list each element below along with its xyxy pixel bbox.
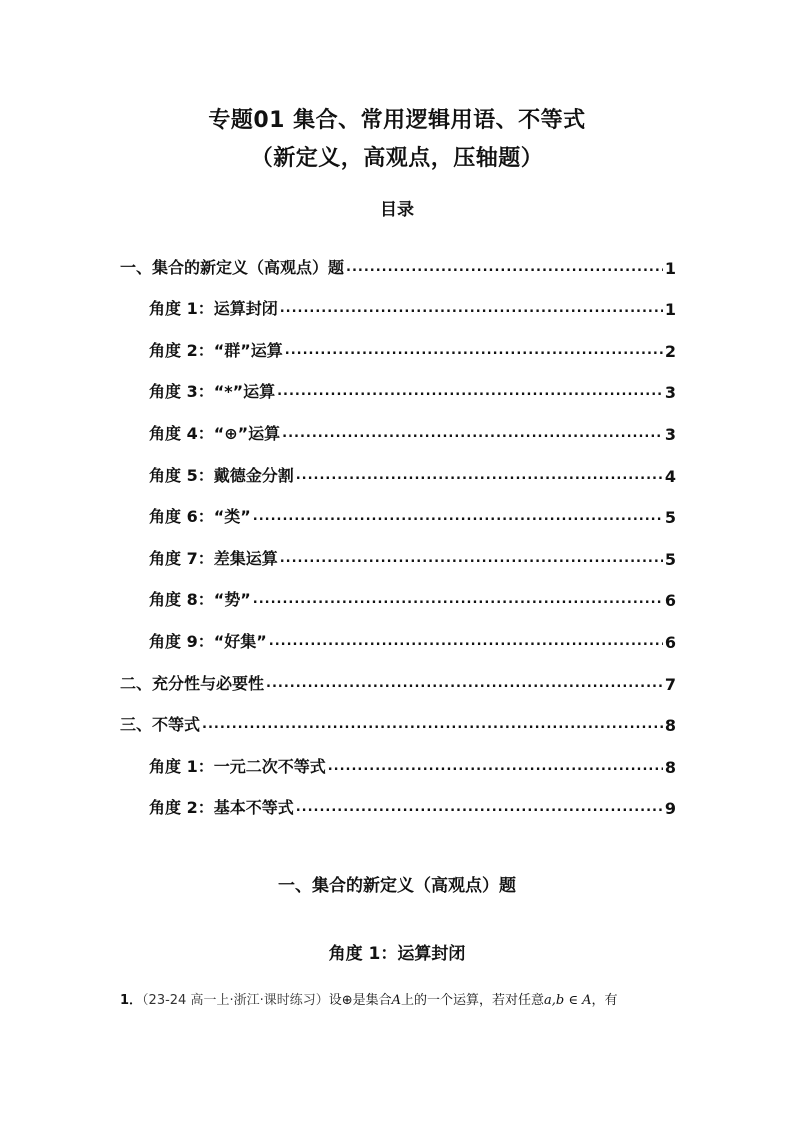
toc-leader-dots (277, 384, 663, 399)
toc-leader-dots (266, 676, 663, 691)
toc-entry[interactable] (120, 319, 676, 361)
subsection-heading: 角度 1：运算封闭 (328, 944, 466, 964)
toc-leader-dots (202, 717, 663, 732)
question-number: 1． (120, 993, 143, 1008)
toc-leader-dots (296, 800, 663, 815)
question-var: A (391, 993, 402, 1008)
toc-entry[interactable] (120, 278, 676, 320)
toc-entry-label: 角度 5：戴德金分割 (149, 465, 294, 485)
toc-entry-label: 角度 2：基本不等式 (149, 798, 294, 818)
toc-leader-dots (328, 759, 663, 774)
toc-entry-label: 角度 1：运算封闭 (149, 299, 278, 319)
question-source: （23-24 高一上·浙江·课时练习） (142, 993, 329, 1008)
toc-entry[interactable] (120, 777, 676, 819)
toc-entry-label: 角度 1：一元二次不等式 (149, 756, 326, 776)
question-text: 上的一个运算，若对任意 (401, 993, 545, 1008)
toc-entry-page: 2 (664, 341, 676, 361)
toc-entry[interactable] (120, 361, 676, 403)
toc-entry-label: 角度 2：“群”运算 (149, 340, 283, 360)
toc-entry[interactable] (120, 610, 676, 652)
toc-entry[interactable] (120, 652, 676, 694)
toc-entry-page: 7 (664, 674, 676, 694)
question-math: a,b ∈ A (544, 993, 592, 1008)
toc-heading: 目录 (380, 200, 414, 220)
toc-entry-label: 角度 6：“类” (149, 507, 251, 527)
toc-leader-dots (280, 551, 663, 566)
toc-entry[interactable] (120, 527, 676, 569)
table-of-contents (120, 236, 676, 818)
toc-leader-dots (346, 260, 663, 275)
toc-entry-page: 8 (664, 716, 676, 736)
toc-entry-page: 5 (664, 508, 676, 528)
toc-entry-page: 6 (664, 632, 676, 652)
toc-leader-dots (253, 592, 663, 607)
toc-entry-page: 9 (664, 799, 676, 819)
toc-entry-label: 角度 9：“好集” (149, 631, 267, 651)
question-text: 设⊕是集合 (328, 993, 392, 1008)
document-title: 专题01 集合、常用逻辑用语、不等式 (208, 108, 586, 133)
toc-leader-dots (296, 468, 663, 483)
toc-leader-dots (253, 509, 663, 524)
toc-entry-page: 1 (664, 300, 676, 320)
toc-leader-dots (282, 426, 663, 441)
toc-leader-dots (280, 301, 663, 316)
toc-entry-label: 角度 8：“势” (149, 590, 251, 610)
toc-entry-label: 角度 7：差集运算 (149, 548, 278, 568)
question-text: ，有 (591, 993, 618, 1008)
document-subtitle: （新定义，高观点，压轴题） (250, 146, 544, 171)
toc-leader-dots (269, 634, 663, 649)
toc-entry-label: 三、不等式 (120, 715, 201, 735)
toc-entry-page: 8 (664, 757, 676, 777)
toc-entry-label: 二、充分性与必要性 (120, 673, 265, 693)
toc-entry-label: 角度 4：“⊕”运算 (149, 423, 281, 443)
toc-entry-page: 6 (664, 591, 676, 611)
toc-entry-page: 5 (664, 549, 676, 569)
section-heading: 一、集合的新定义（高观点）题 (278, 876, 516, 896)
toc-entry[interactable] (120, 486, 676, 528)
toc-entry[interactable] (120, 569, 676, 611)
toc-entry-page: 3 (664, 383, 676, 403)
toc-entry[interactable] (120, 694, 676, 736)
toc-entry[interactable] (120, 402, 676, 444)
toc-leader-dots (285, 343, 663, 358)
toc-entry[interactable] (120, 236, 676, 278)
toc-entry-label: 角度 3：“*”运算 (149, 382, 276, 402)
question-1 (120, 989, 680, 1008)
toc-entry[interactable] (120, 735, 676, 777)
toc-entry[interactable] (120, 444, 676, 486)
toc-entry-page: 3 (664, 424, 676, 444)
toc-entry-label: 一、集合的新定义（高观点）题 (120, 257, 345, 277)
toc-entry-page: 4 (664, 466, 676, 486)
toc-entry-page: 1 (664, 258, 676, 278)
